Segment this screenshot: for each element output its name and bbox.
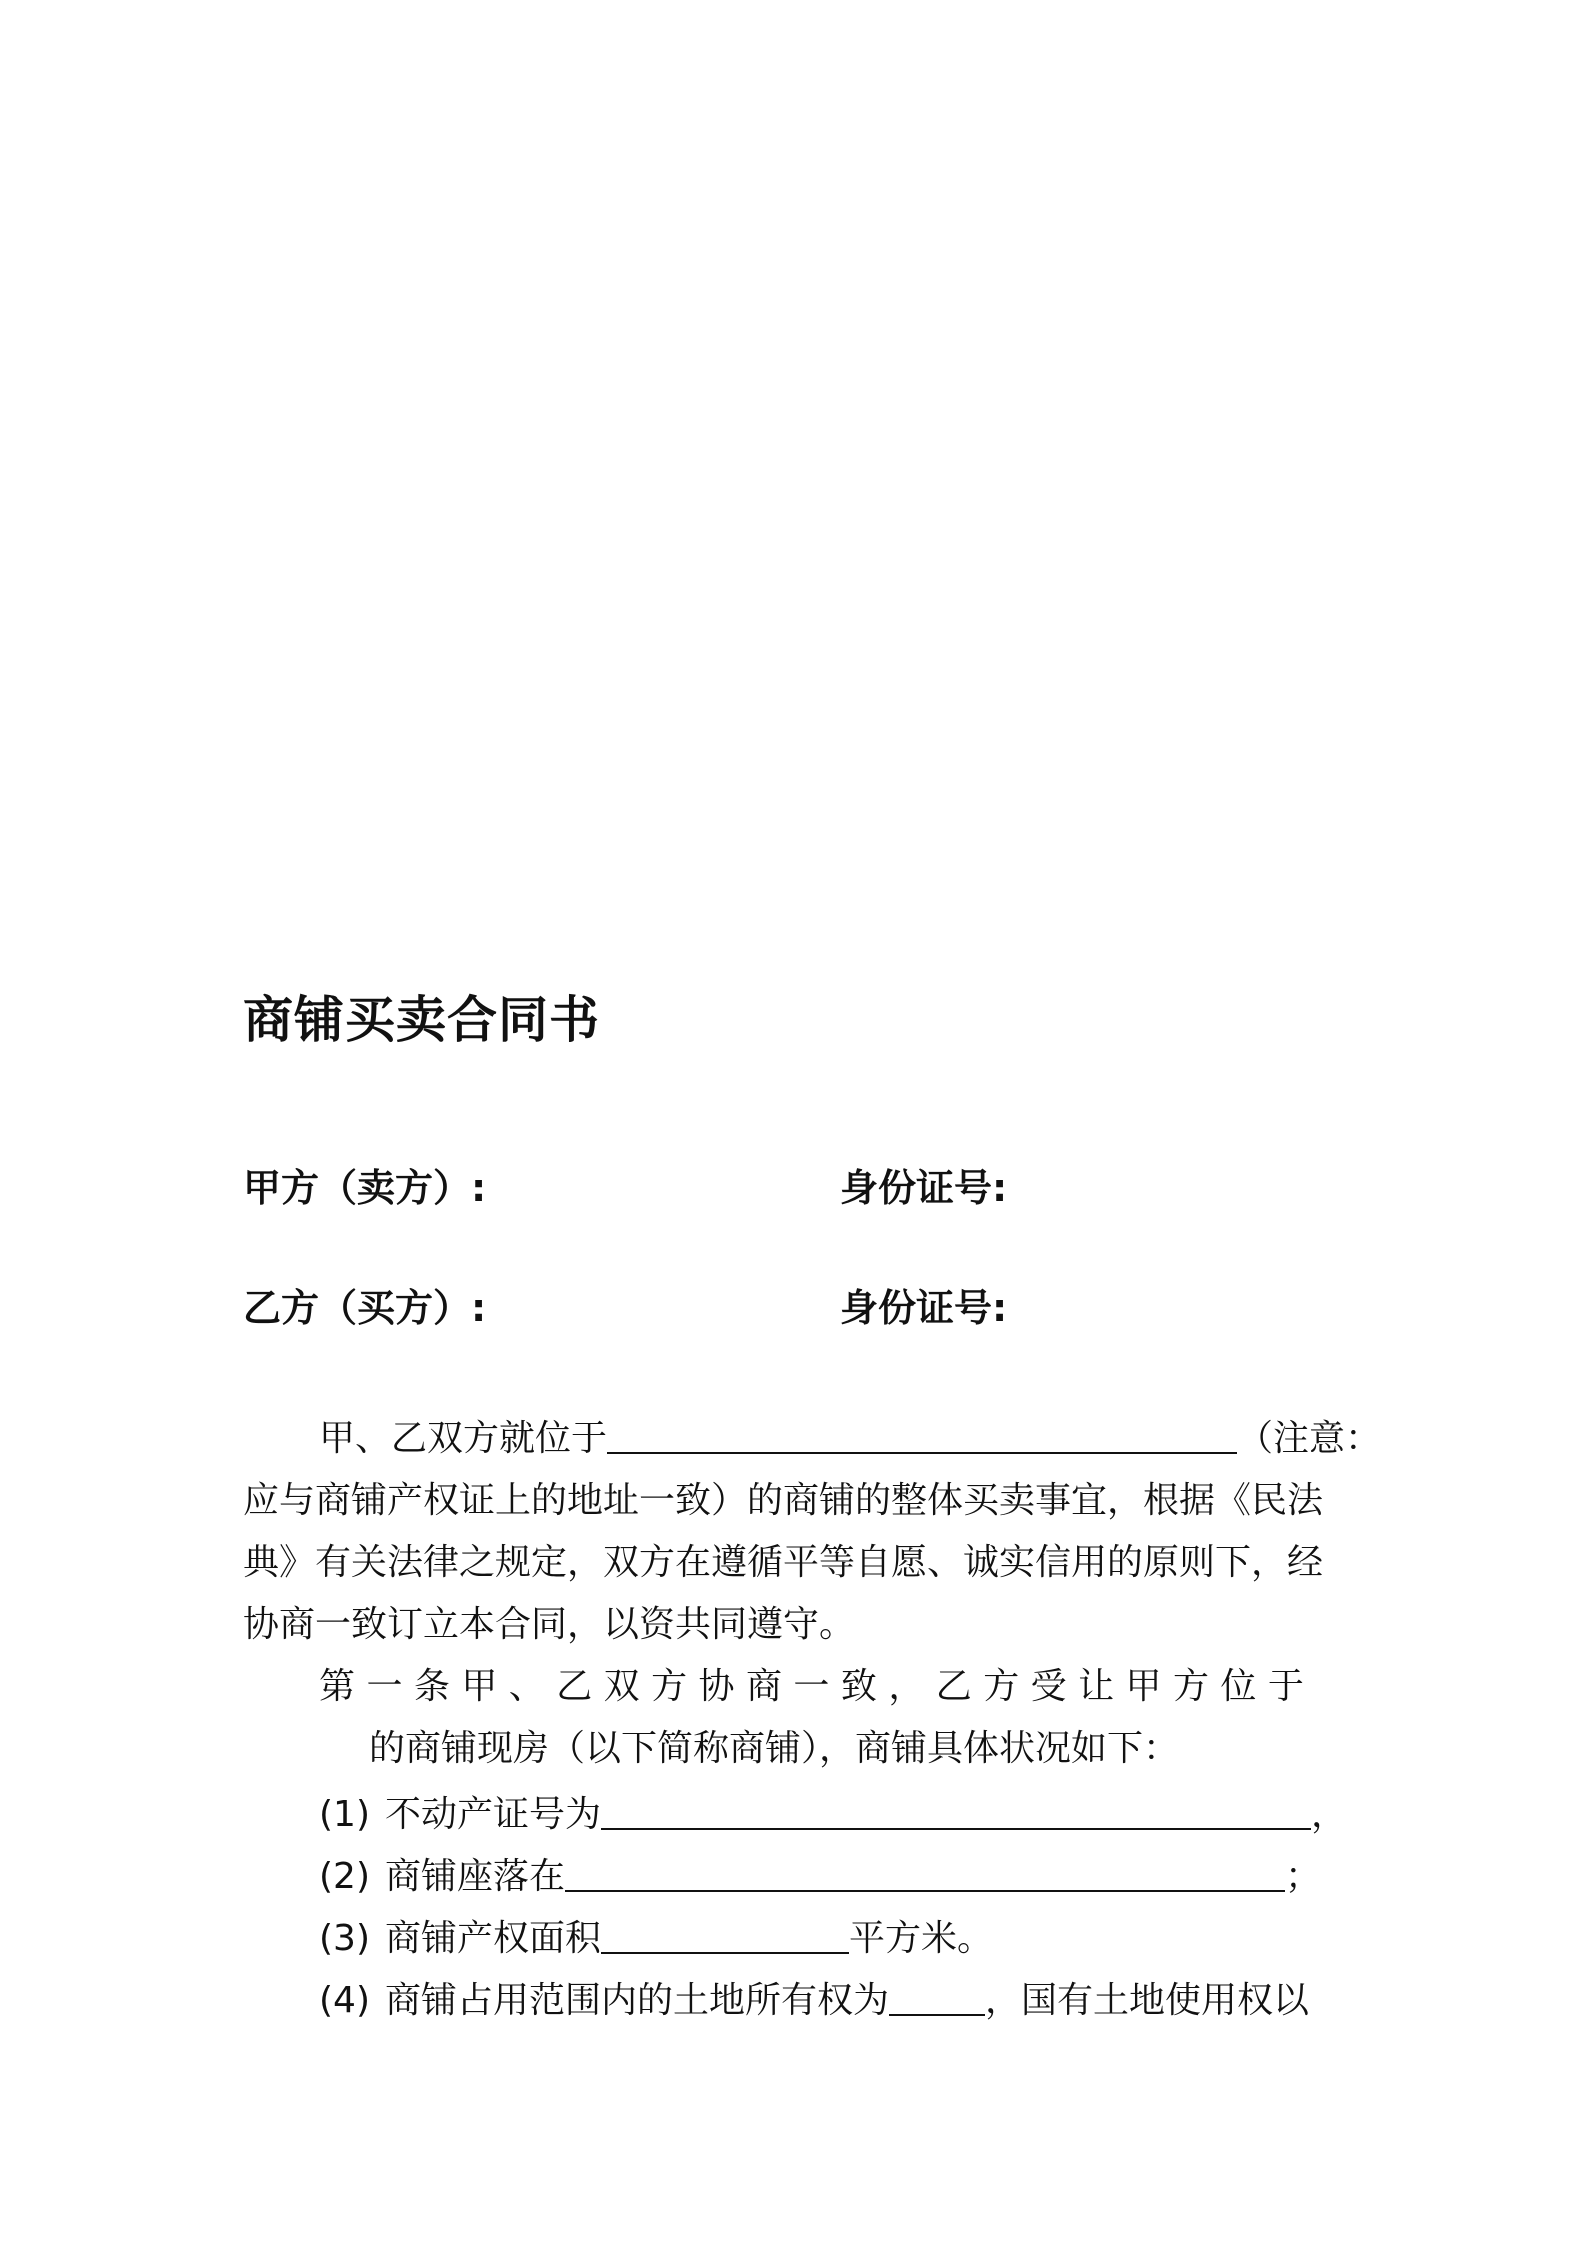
land-ownership-blank: [889, 1970, 985, 2016]
party-b-row: [243, 1282, 1353, 1334]
article1-item-1: [319, 1784, 1347, 1846]
item-number: (1): [319, 1794, 370, 1835]
item-number: (4): [319, 1980, 370, 2021]
item-end: ；: [1285, 1856, 1322, 1897]
intro-line-1: [319, 1408, 1381, 1470]
item-end: ，国有土地使用权以: [985, 1980, 1310, 2021]
document-title: 商铺买卖合同书: [243, 991, 600, 1049]
intro-line-4: 协商一致订立本合同，以资共同遵守。: [243, 1604, 856, 1645]
item-number: (3): [319, 1918, 370, 1959]
item-text: 商铺占用范围内的土地所有权为: [385, 1980, 890, 2021]
item-text: 不动产证号为: [385, 1794, 602, 1835]
item-text: 商铺产权面积: [385, 1918, 602, 1959]
article1-line-2: 的商铺现房（以下简称商铺），商铺具体状况如下：: [369, 1728, 1180, 1769]
item-number: (2): [319, 1856, 370, 1897]
party-a-id-label: 身份证号:: [840, 1166, 1008, 1210]
article1-item-3: [319, 1908, 993, 1970]
article1-item-4: [319, 1970, 1309, 2032]
address-blank: [607, 1408, 1237, 1454]
item-end: ，: [1311, 1794, 1348, 1835]
item-end: 平方米。: [849, 1918, 994, 1959]
article1-line-1: 第 一 条 甲 、 乙 双 方 协 商 一 致 ， 乙 方 受 让 甲 方 位 于: [319, 1666, 1304, 1707]
location-blank: [565, 1846, 1285, 1892]
party-b-id-label: 身份证号:: [840, 1286, 1008, 1330]
party-b-label: 乙方（买方）:: [243, 1286, 487, 1330]
area-blank: [601, 1908, 849, 1954]
item-text: 商铺座落在: [385, 1856, 566, 1897]
party-a-label: 甲方（卖方）:: [243, 1166, 487, 1210]
intro-line-3: 典》有关法律之规定，双方在遵循平等自愿、诚实信用的原则下，经: [243, 1542, 1324, 1583]
intro-line-2: 应与商铺产权证上的地址一致）的商铺的整体买卖事宜，根据《民法: [243, 1480, 1324, 1521]
certificate-number-blank: [601, 1784, 1311, 1830]
intro-line1-end: （注意：: [1237, 1418, 1382, 1459]
intro-line1-start: 甲、乙双方就位于: [319, 1418, 608, 1459]
party-a-row: [243, 1162, 1353, 1214]
article1-item-2: [319, 1846, 1321, 1908]
